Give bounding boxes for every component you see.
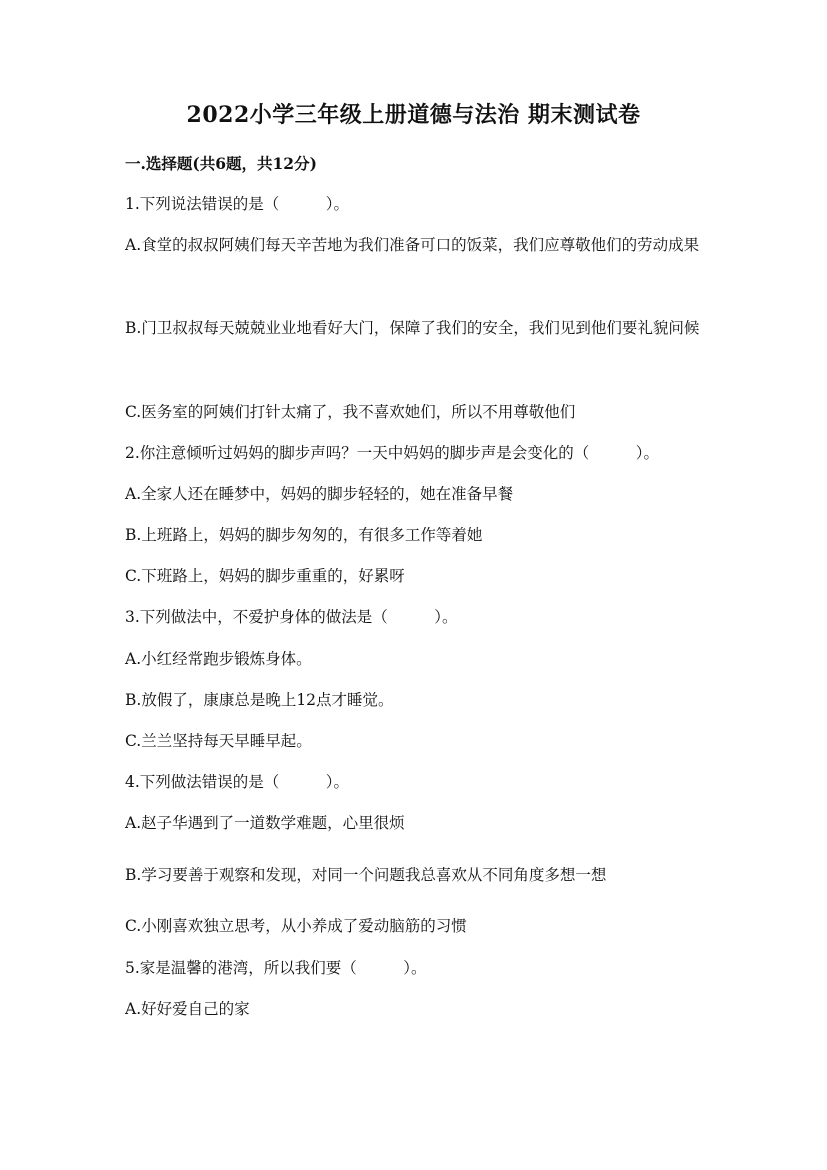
page-title: 2022小学三年级上册道德与法治 期末测试卷 xyxy=(186,102,641,128)
section-heading: 一.选择题(共6题，共12分) xyxy=(125,154,317,173)
question-2-option-b: B.上班路上，妈妈的脚步匆匆的，有很多工作等着她 xyxy=(125,526,483,544)
question-4-option-a: A.赵子华遇到了一道数学难题，心里很烦 xyxy=(125,814,405,832)
question-2-stem: 2.你注意倾听过妈妈的脚步声吗？一天中妈妈的脚步声是会变化的（ ）。 xyxy=(125,444,660,462)
question-1-option-c: C.医务室的阿姨们打针太痛了，我不喜欢她们，所以不用尊敬他们 xyxy=(125,403,576,421)
question-1-option-a: A.食堂的叔叔阿姨们每天辛苦地为我们准备可口的饭菜，我们应尊敬他们的劳动成果 xyxy=(125,236,700,254)
question-5-stem: 5.家是温馨的港湾，所以我们要（ ）。 xyxy=(125,959,427,977)
question-3-option-b: B.放假了，康康总是晚上12点才睡觉。 xyxy=(125,691,394,709)
question-4-stem: 4.下列做法错误的是（ ）。 xyxy=(125,773,350,791)
question-3-stem: 3.下列做法中，不爱护身体的做法是（ ）。 xyxy=(125,608,458,626)
question-2-option-c: C.下班路上，妈妈的脚步重重的，好累呀 xyxy=(125,567,405,585)
question-2-option-a: A.全家人还在睡梦中，妈妈的脚步轻轻的，她在准备早餐 xyxy=(125,485,514,503)
question-3-option-a: A.小红经常跑步锻炼身体。 xyxy=(125,650,312,668)
question-5-option-a: A.好好爱自己的家 xyxy=(125,1000,250,1018)
question-1-option-b: B.门卫叔叔每天兢兢业业地看好大门，保障了我们的安全，我们见到他们要礼貌问候 xyxy=(125,319,700,337)
question-4-option-c: C.小刚喜欢独立思考，从小养成了爱动脑筋的习惯 xyxy=(125,917,467,935)
question-4-option-b: B.学习要善于观察和发现，对同一个问题我总喜欢从不同角度多想一想 xyxy=(125,866,607,884)
question-3-option-c: C.兰兰坚持每天早睡早起。 xyxy=(125,732,312,750)
question-1-stem: 1.下列说法错误的是（ ）。 xyxy=(125,195,350,213)
